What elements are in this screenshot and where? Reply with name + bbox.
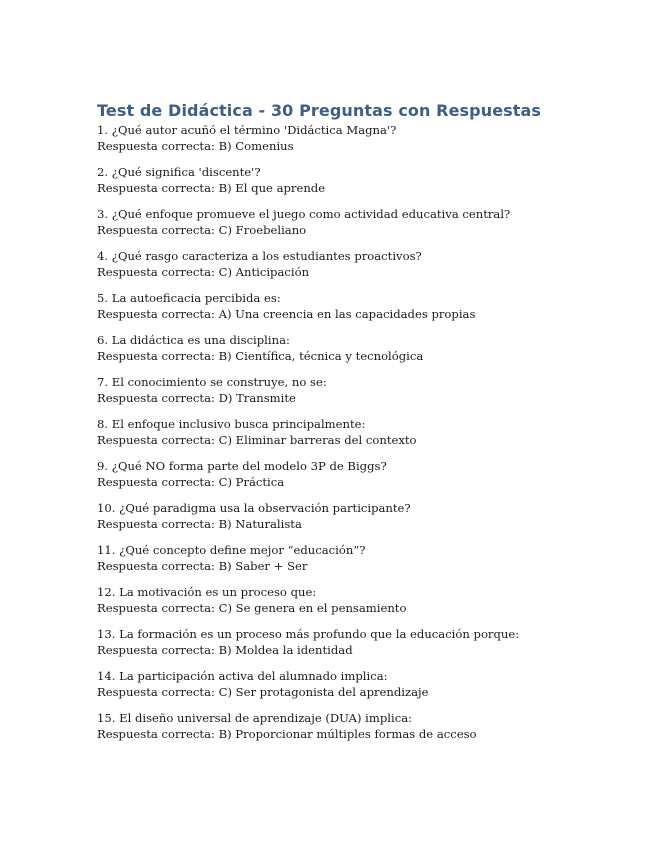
question-text: 7. El conocimiento se construye, no se:	[97, 375, 327, 389]
answer-text: Respuesta correcta: B) Saber + Ser	[97, 559, 308, 573]
answer-text: Respuesta correcta: C) Eliminar barreras del contexto	[97, 433, 417, 447]
question-item	[97, 500, 637, 532]
answer-text: Respuesta correcta: A) Una creencia en las capacidades propias	[97, 307, 476, 321]
document-page	[97, 101, 637, 752]
question-text: 11. ¿Qué concepto define mejor “educación”?	[97, 543, 366, 557]
question-text: 15. El diseño universal de aprendizaje (DUA) implica:	[97, 711, 413, 725]
question-item	[97, 374, 637, 406]
question-item	[97, 248, 637, 280]
question-item	[97, 458, 637, 490]
answer-text: Respuesta correcta: C) Ser protagonista del aprendizaje	[97, 685, 429, 699]
question-text: 1. ¿Qué autor acuñó el término 'Didáctica Magna'?	[97, 123, 397, 137]
question-text: 13. La formación es un proceso más profundo que la educación porque:	[97, 627, 520, 641]
answer-text: Respuesta correcta: B) Proporcionar múltiples formas de acceso	[97, 727, 477, 741]
answer-text: Respuesta correcta: C) Se genera en el pensamiento	[97, 601, 407, 615]
question-item	[97, 332, 637, 364]
question-item	[97, 290, 637, 322]
answer-text: Respuesta correcta: B) Moldea la identidad	[97, 643, 353, 657]
question-item	[97, 206, 637, 238]
answer-text: Respuesta correcta: C) Anticipación	[97, 265, 310, 279]
answer-text: Respuesta correcta: C) Práctica	[97, 475, 285, 489]
document-title: Test de Didáctica - 30 Preguntas con Respuestas	[97, 101, 542, 120]
question-text: 10. ¿Qué paradigma usa la observación participante?	[97, 501, 411, 515]
answer-text: Respuesta correcta: C) Froebeliano	[97, 223, 307, 237]
question-text: 6. La didáctica es una disciplina:	[97, 333, 290, 347]
question-item	[97, 626, 637, 658]
answer-text: Respuesta correcta: B) Científica, técnica y tecnológica	[97, 349, 424, 363]
question-item	[97, 710, 637, 742]
question-text: 4. ¿Qué rasgo caracteriza a los estudiantes proactivos?	[97, 249, 422, 263]
question-text: 14. La participación activa del alumnado implica:	[97, 669, 388, 683]
question-text: 12. La motivación es un proceso que:	[97, 585, 317, 599]
question-item	[97, 542, 637, 574]
question-item	[97, 416, 637, 448]
question-text: 9. ¿Qué NO forma parte del modelo 3P de Biggs?	[97, 459, 387, 473]
question-list	[97, 122, 637, 742]
question-text: 3. ¿Qué enfoque promueve el juego como actividad educativa central?	[97, 207, 511, 221]
question-item	[97, 164, 637, 196]
question-text: 5. La autoeficacia percibida es:	[97, 291, 281, 305]
answer-text: Respuesta correcta: B) Comenius	[97, 139, 294, 153]
question-item	[97, 584, 637, 616]
question-item	[97, 122, 637, 154]
question-text: 8. El enfoque inclusivo busca principalmente:	[97, 417, 366, 431]
question-text: 2. ¿Qué significa 'discente'?	[97, 165, 261, 179]
answer-text: Respuesta correcta: B) Naturalista	[97, 517, 302, 531]
answer-text: Respuesta correcta: D) Transmite	[97, 391, 296, 405]
question-item	[97, 668, 637, 700]
answer-text: Respuesta correcta: B) El que aprende	[97, 181, 326, 195]
